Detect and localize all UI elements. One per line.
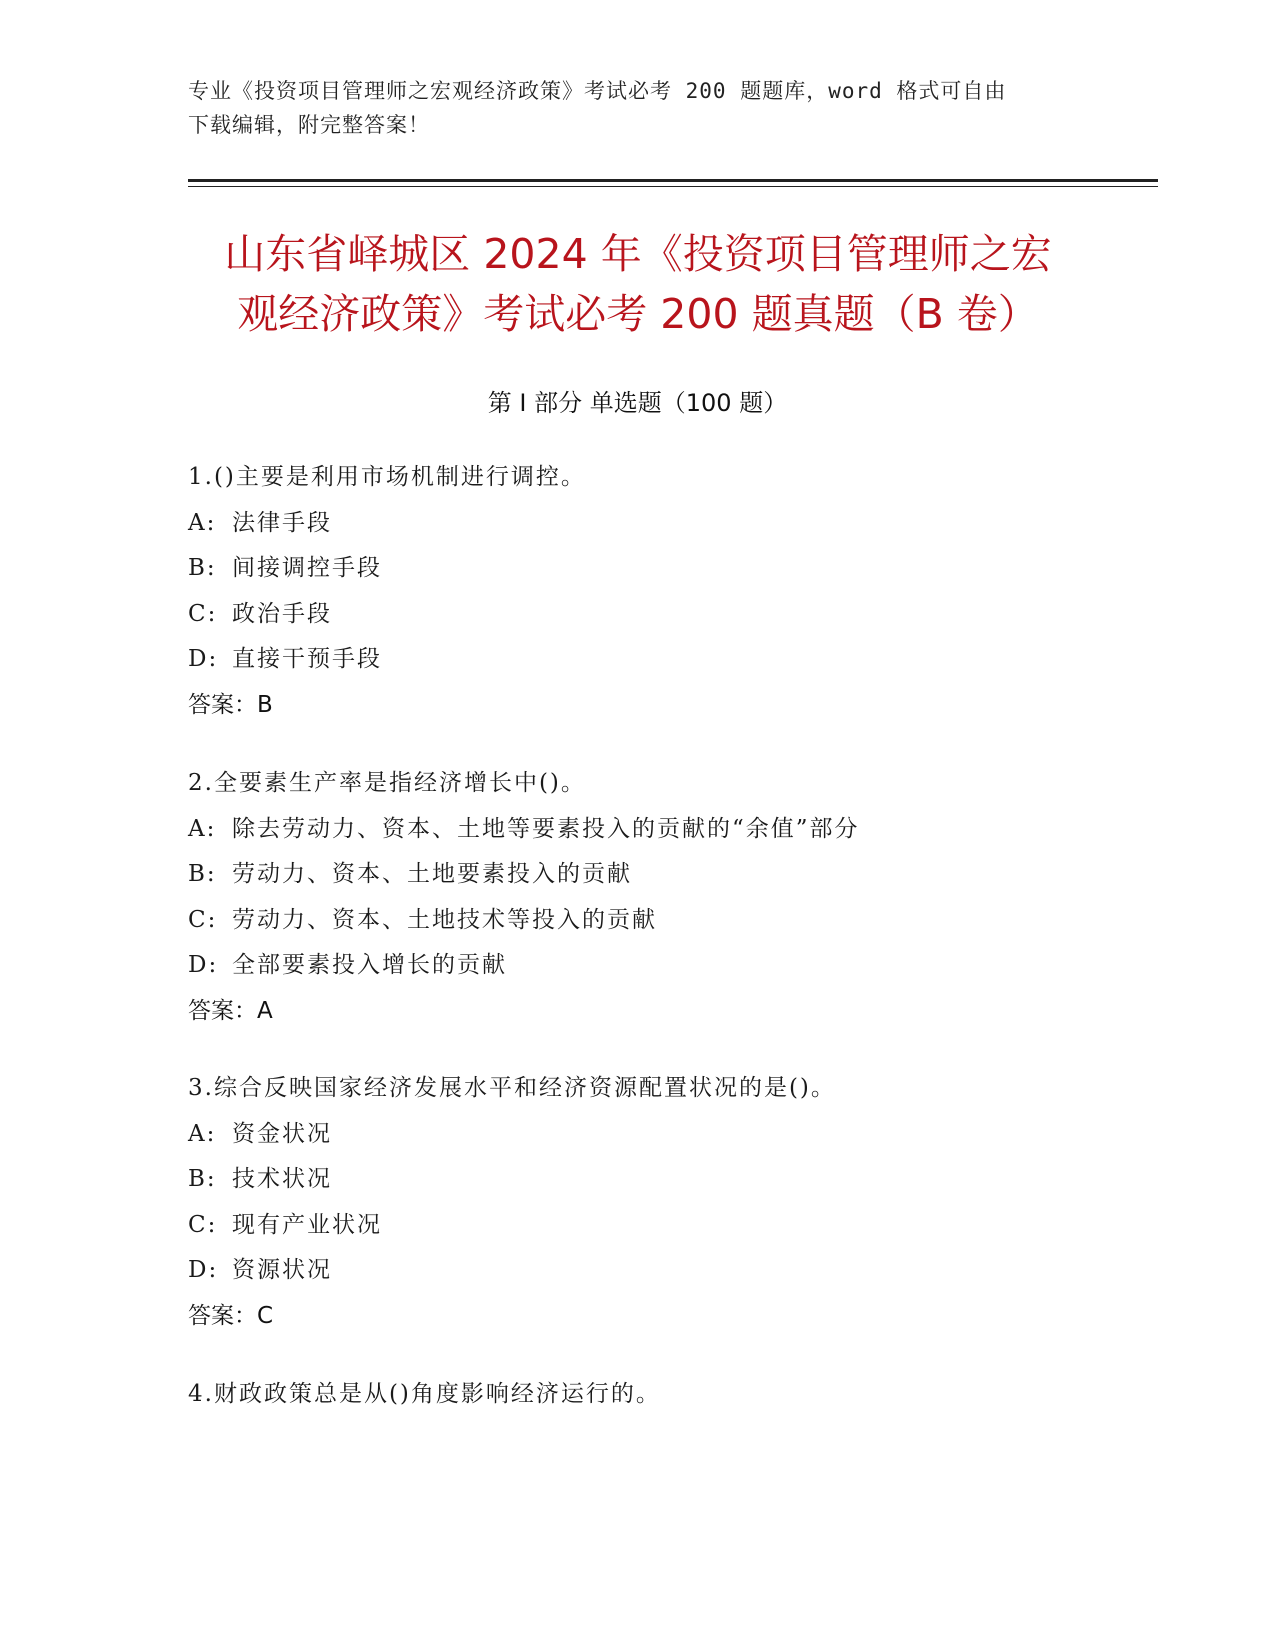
document-title-line-1: 山东省峄城区 2024 年《投资项目管理师之宏 xyxy=(224,230,1052,278)
answer: 答案：C xyxy=(188,1302,274,1329)
section-heading: 第 I 部分 单选题（100 题） xyxy=(487,389,788,417)
option-text: 劳动力、资本、土地要素投入的贡献 xyxy=(232,861,632,887)
answer: 答案：A xyxy=(188,997,273,1024)
header-rule-thick xyxy=(188,179,1158,182)
option-d xyxy=(188,637,1088,683)
option-b xyxy=(188,546,1088,592)
document-title xyxy=(178,224,1098,344)
option-letter: A: xyxy=(188,509,217,536)
header-note xyxy=(188,74,1068,142)
option-d xyxy=(188,1248,1088,1294)
option-text: 法律手段 xyxy=(232,509,332,536)
option-text: 资源状况 xyxy=(232,1257,332,1283)
option-letter: A: xyxy=(188,1120,217,1147)
option-text: 直接干预手段 xyxy=(232,646,382,672)
question-1 xyxy=(188,455,1088,728)
option-letter: C: xyxy=(188,1211,218,1238)
header-rule-thin xyxy=(188,186,1158,187)
option-text: 间接调控手段 xyxy=(232,555,382,581)
option-letter: B: xyxy=(188,861,217,887)
option-letter: C: xyxy=(188,906,218,933)
option-text: 全部要素投入增长的贡献 xyxy=(232,952,507,978)
option-text: 除去劳动力、资本、土地等要素投入的贡献的“余值”部分 xyxy=(232,815,860,842)
answer: 答案：B xyxy=(188,691,273,718)
option-letter: B: xyxy=(188,555,217,581)
question-stem: 3.综合反映国家经济发展水平和经济资源配置状况的是()。 xyxy=(188,1075,836,1101)
document-title-line-2: 观经济政策》考试必考 200 题真题（B 卷） xyxy=(237,290,1039,338)
option-a xyxy=(188,501,1088,547)
option-b xyxy=(188,1157,1088,1203)
option-text: 现有产业状况 xyxy=(232,1211,382,1238)
option-letter: A: xyxy=(188,815,217,842)
option-text: 技术状况 xyxy=(232,1166,332,1192)
option-c xyxy=(188,898,1088,944)
option-letter: C: xyxy=(188,600,218,627)
question-3 xyxy=(188,1066,1088,1339)
option-text: 劳动力、资本、土地技术等投入的贡献 xyxy=(232,906,657,933)
option-letter: D: xyxy=(188,952,219,978)
option-a xyxy=(188,807,1088,853)
question-stem: 4.财政政策总是从()角度影响经济运行的。 xyxy=(188,1381,661,1407)
header-note-line-2: 下载编辑，附完整答案！ xyxy=(188,113,430,137)
question-4 xyxy=(188,1372,1088,1418)
question-2 xyxy=(188,761,1088,1034)
option-c xyxy=(188,592,1088,638)
question-stem: 1.()主要是利用市场机制进行调控。 xyxy=(188,464,586,490)
question-stem: 2.全要素生产率是指经济增长中()。 xyxy=(188,770,586,796)
option-b xyxy=(188,852,1088,898)
option-text: 政治手段 xyxy=(232,600,332,627)
option-text: 资金状况 xyxy=(232,1120,332,1147)
header-note-line-1: 专业《投资项目管理师之宏观经济政策》考试必考 200 题题库，word 格式可自由 xyxy=(188,79,1007,103)
option-a xyxy=(188,1112,1088,1158)
option-letter: B: xyxy=(188,1166,217,1192)
option-letter: D: xyxy=(188,1257,219,1283)
option-d xyxy=(188,943,1088,989)
option-c xyxy=(188,1203,1088,1249)
option-letter: D: xyxy=(188,646,219,672)
